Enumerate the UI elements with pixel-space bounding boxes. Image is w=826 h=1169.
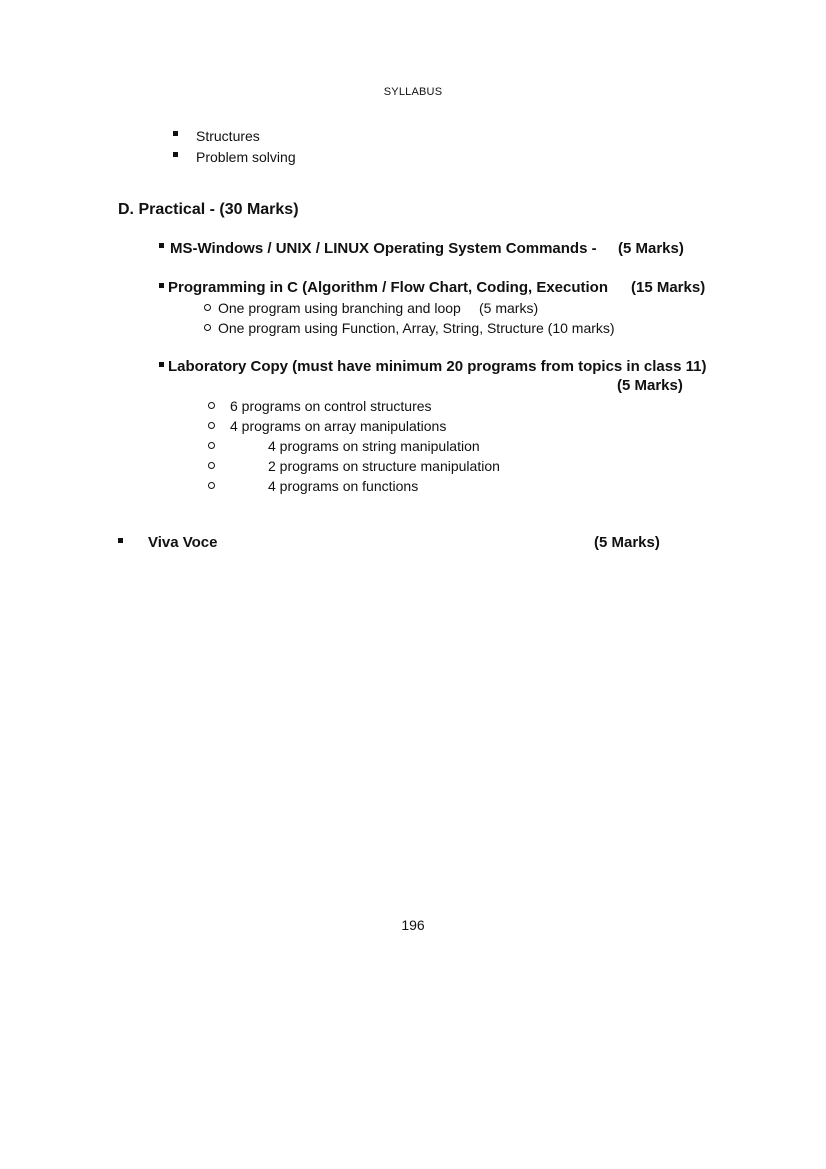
square-bullet-icon (159, 283, 164, 288)
square-bullet-icon (173, 131, 178, 136)
sub-item-branching-loop-marks: (5 marks) (479, 300, 539, 316)
sub-item-structure-manipulation: 2 programs on structure manipulation (268, 458, 500, 474)
page-number: 196 (401, 917, 425, 933)
sub-item-function-array: One program using Function, Array, String, Structure (10 marks) (218, 320, 615, 336)
viva-voce-label: Viva Voce (148, 534, 218, 551)
list-item-structures: Structures (196, 128, 260, 144)
square-bullet-icon (159, 362, 164, 367)
sub-item-array-manipulations: 4 programs on array manipulations (230, 418, 447, 434)
page-header: SYLLABUS (383, 86, 443, 98)
viva-voce-marks: (5 Marks) (594, 534, 660, 551)
square-bullet-icon (159, 243, 164, 248)
practical-item-os-commands-marks: (5 Marks) (618, 240, 684, 257)
circle-bullet-icon (204, 304, 211, 311)
section-title: D. Practical - (30 Marks) (118, 201, 299, 218)
practical-item-programming-c: Programming in C (Algorithm / Flow Chart, Coding, Execution (168, 279, 609, 296)
sub-item-branching-loop: One program using branching and loop (218, 300, 461, 316)
sub-item-functions: 4 programs on functions (268, 478, 419, 494)
practical-item-lab-copy-marks: (5 Marks) (617, 377, 683, 394)
square-bullet-icon (118, 538, 123, 543)
circle-bullet-icon (208, 462, 215, 469)
circle-bullet-icon (208, 442, 215, 449)
circle-bullet-icon (208, 482, 215, 489)
circle-bullet-icon (204, 324, 211, 331)
circle-bullet-icon (208, 402, 215, 409)
square-bullet-icon (173, 152, 178, 157)
circle-bullet-icon (208, 422, 215, 429)
practical-item-os-commands: MS-Windows / UNIX / LINUX Operating System Commands - (170, 240, 597, 257)
list-item-problem-solving: Problem solving (196, 149, 296, 165)
practical-item-programming-c-marks: (15 Marks) (631, 279, 706, 296)
practical-item-lab-copy: Laboratory Copy (must have minimum 20 programs from topics in class 11) (168, 358, 707, 375)
sub-item-string-manipulation: 4 programs on string manipulation (268, 438, 480, 454)
sub-item-control-structures: 6 programs on control structures (230, 398, 432, 414)
